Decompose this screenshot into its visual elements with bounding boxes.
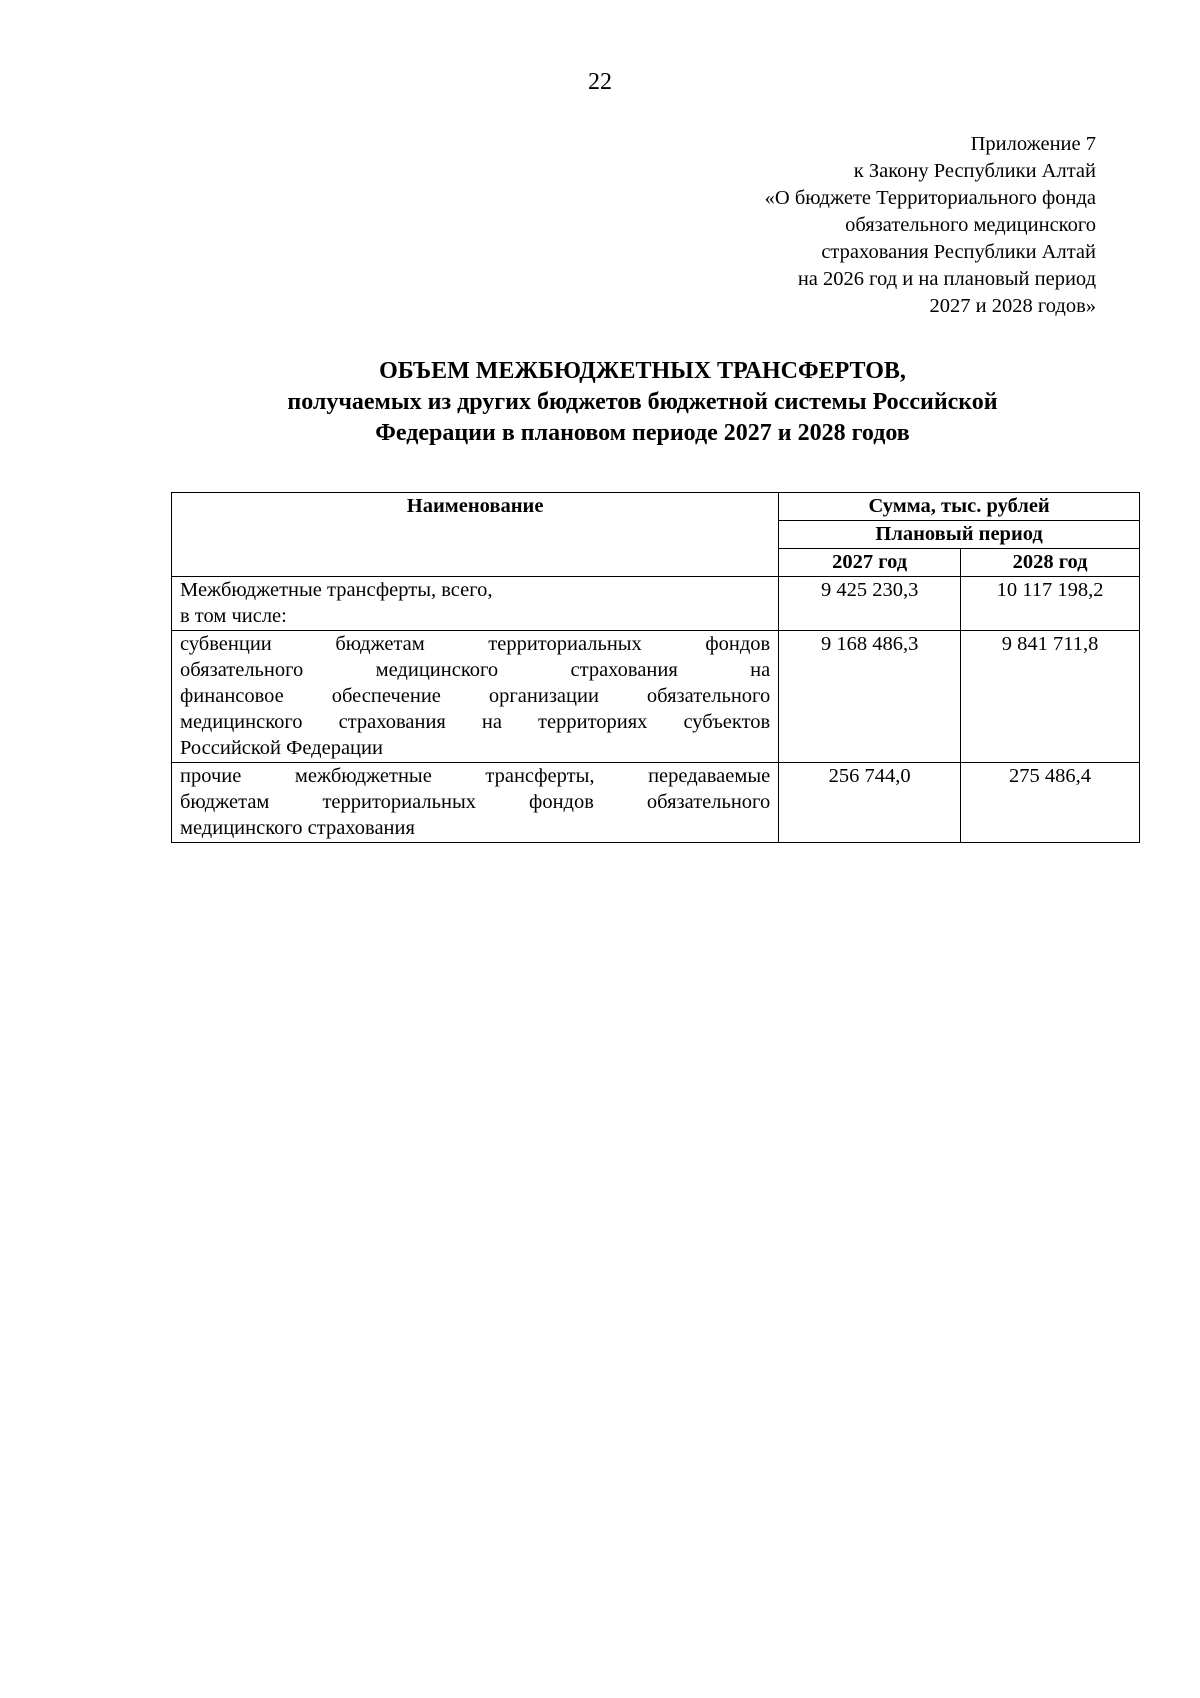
row-name-line: обязательного медицинского страхования на	[180, 659, 771, 681]
value-2028: 10 117 198,2	[961, 577, 1140, 631]
appendix-line: Приложение 7	[970, 133, 1096, 155]
document-title	[160, 356, 1125, 449]
table-header-row	[172, 493, 1140, 521]
title-line: Федерации в плановом периоде 2027 и 2028 годов	[375, 420, 910, 446]
value-2027: 9 425 230,3	[779, 577, 961, 631]
column-header-name: Наименование	[172, 493, 779, 577]
row-name-line: Межбюджетные трансферты, всего,	[180, 579, 493, 601]
row-name-line: в том числе:	[180, 605, 287, 627]
appendix-heading	[596, 131, 1096, 320]
column-header-sum: Сумма, тыс. рублей	[779, 493, 1140, 521]
table-row	[172, 631, 1140, 763]
appendix-line: к Закону Республики Алтай	[853, 160, 1096, 182]
page-number: 22	[588, 69, 612, 95]
appendix-line: на 2026 год и на плановый период	[797, 268, 1096, 290]
row-name-line: прочие межбюджетные трансферты, передаваемые	[180, 765, 771, 787]
value-2027: 9 168 486,3	[779, 631, 961, 763]
table-row	[172, 763, 1140, 843]
title-line: получаемых из других бюджетов бюджетной системы Российской	[287, 389, 998, 415]
row-name	[172, 631, 779, 763]
row-name	[172, 577, 779, 631]
title-line: ОБЪЕМ МЕЖБЮДЖЕТНЫХ ТРАНСФЕРТОВ,	[379, 358, 906, 384]
value-2028: 9 841 711,8	[961, 631, 1140, 763]
transfers-table	[171, 492, 1140, 843]
row-name-line: субвенции бюджетам территориальных фондов	[180, 633, 771, 655]
row-name-line: бюджетам территориальных фондов обязательного	[180, 791, 771, 813]
appendix-line: 2027 и 2028 годов»	[929, 295, 1096, 317]
row-name-line: медицинского страхования	[180, 817, 415, 839]
column-header-period: Плановый период	[779, 521, 1140, 549]
row-name-line: Российской Федерации	[180, 737, 383, 759]
row-name	[172, 763, 779, 843]
value-2028: 275 486,4	[961, 763, 1140, 843]
row-name-line: медицинского страхования на территориях субъектов	[180, 711, 771, 733]
appendix-line: страхования Республики Алтай	[821, 241, 1096, 263]
column-header-2027: 2027 год	[779, 549, 961, 577]
row-name-line: финансовое обеспечение организации обязательного	[180, 685, 771, 707]
appendix-line: «О бюджете Территориального фонда	[764, 187, 1096, 209]
value-2027: 256 744,0	[779, 763, 961, 843]
appendix-line: обязательного медицинского	[845, 214, 1096, 236]
table-row	[172, 577, 1140, 631]
column-header-2028: 2028 год	[961, 549, 1140, 577]
